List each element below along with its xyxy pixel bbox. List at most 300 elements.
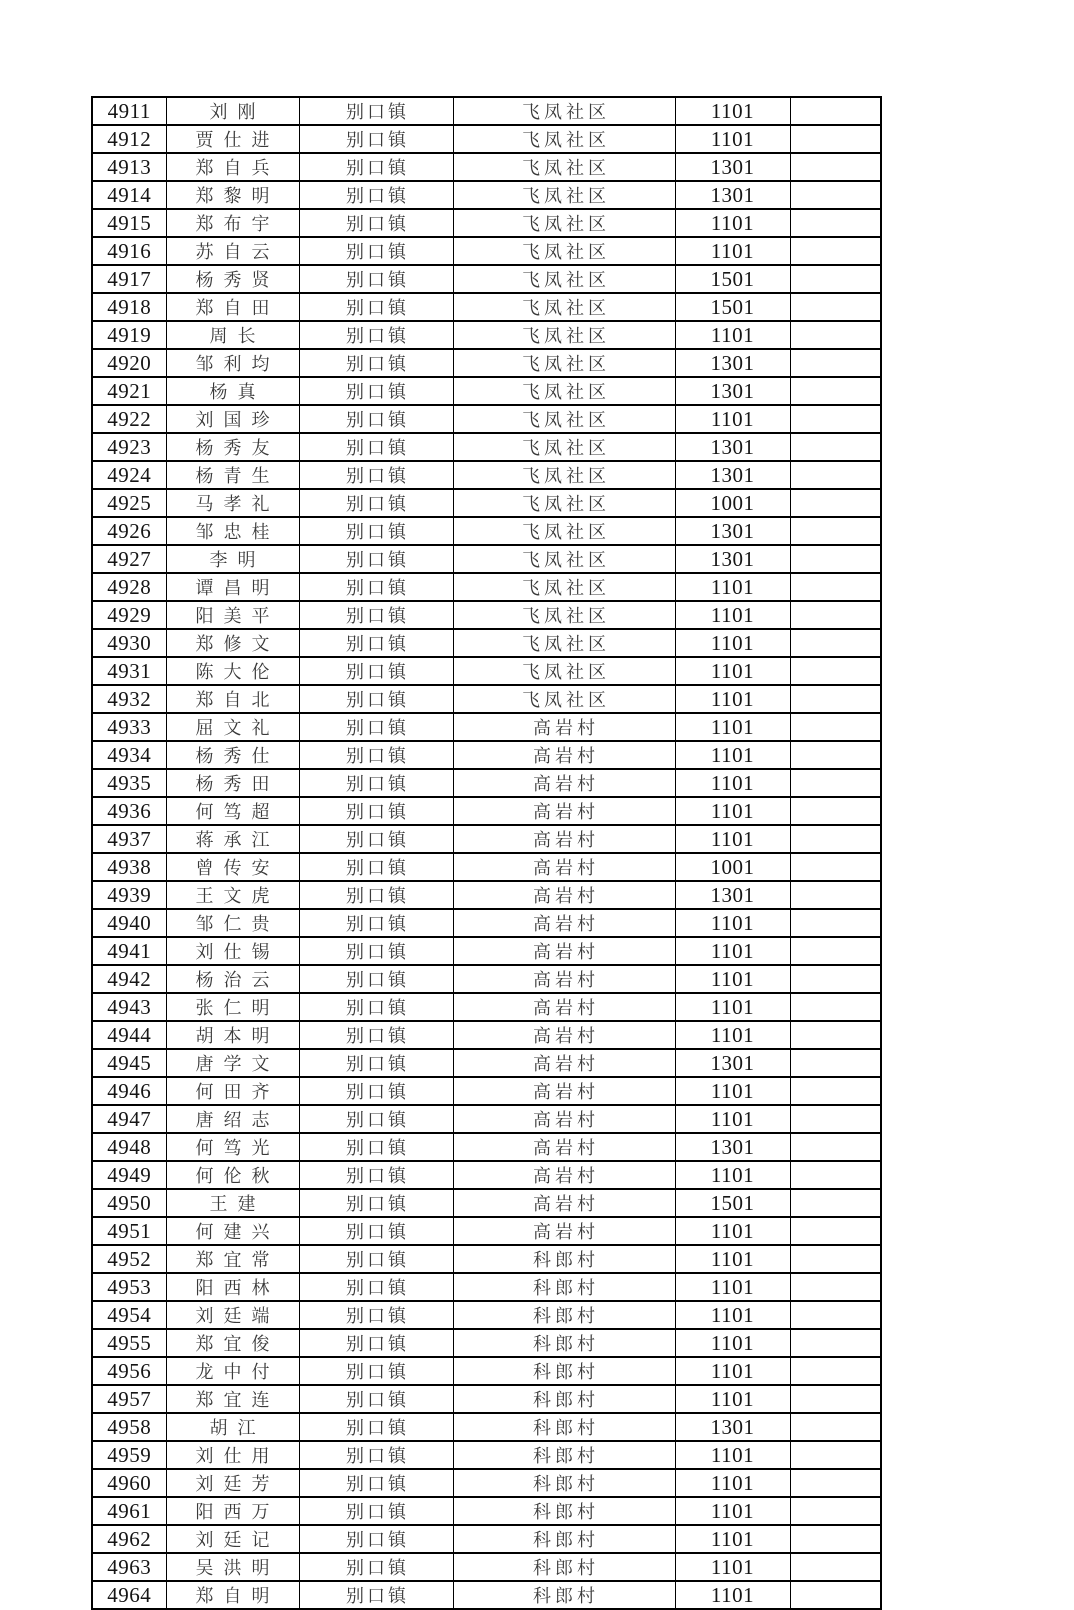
cell-town: 别口镇 [299,1385,453,1413]
cell-community: 飞凤社区 [453,433,675,461]
cell-name: 王文虎 [166,881,299,909]
cell-blank [790,965,881,993]
cell-name: 蒋承江 [166,825,299,853]
cell-town: 别口镇 [299,769,453,797]
cell-blank [790,993,881,1021]
cell-blank [790,1357,881,1385]
cell-name: 邹利均 [166,349,299,377]
cell-community: 飞凤社区 [453,545,675,573]
cell-code: 1301 [675,1133,790,1161]
cell-town: 别口镇 [299,237,453,265]
cell-community: 科郎村 [453,1581,675,1609]
cell-town: 别口镇 [299,1273,453,1301]
cell-code: 1101 [675,1161,790,1189]
cell-code: 1301 [675,433,790,461]
cell-name: 刘廷端 [166,1301,299,1329]
cell-name: 邹忠桂 [166,517,299,545]
table-row [92,741,881,769]
table-row [92,1497,881,1525]
cell-town: 别口镇 [299,1357,453,1385]
cell-id: 4931 [92,657,166,685]
cell-blank [790,825,881,853]
cell-code: 1101 [675,685,790,713]
cell-blank [790,853,881,881]
cell-town: 别口镇 [299,125,453,153]
cell-code: 1101 [675,1077,790,1105]
table-row [92,125,881,153]
cell-blank [790,1133,881,1161]
cell-code: 1101 [675,769,790,797]
cell-code: 1101 [675,1525,790,1553]
cell-code: 1101 [675,209,790,237]
cell-town: 别口镇 [299,909,453,937]
cell-town: 别口镇 [299,1105,453,1133]
cell-id: 4959 [92,1441,166,1469]
cell-community: 科郎村 [453,1273,675,1301]
cell-name: 阳美平 [166,601,299,629]
cell-community: 科郎村 [453,1497,675,1525]
cell-id: 4934 [92,741,166,769]
cell-town: 别口镇 [299,1133,453,1161]
cell-id: 4960 [92,1469,166,1497]
cell-code: 1101 [675,629,790,657]
cell-town: 别口镇 [299,153,453,181]
cell-id: 4923 [92,433,166,461]
cell-code: 1101 [675,1245,790,1273]
table-row [92,1581,881,1609]
cell-name: 郑宜俊 [166,1329,299,1357]
cell-name: 郑宜常 [166,1245,299,1273]
cell-town: 别口镇 [299,377,453,405]
cell-town: 别口镇 [299,1329,453,1357]
cell-blank [790,1525,881,1553]
cell-blank [790,769,881,797]
cell-id: 4914 [92,181,166,209]
cell-name: 龙中付 [166,1357,299,1385]
cell-code: 1101 [675,993,790,1021]
cell-code: 1101 [675,97,790,125]
table-row [92,965,881,993]
cell-blank [790,293,881,321]
cell-blank [790,657,881,685]
cell-id: 4956 [92,1357,166,1385]
cell-community: 飞凤社区 [453,153,675,181]
cell-town: 别口镇 [299,1581,453,1609]
cell-name: 杨秀贤 [166,265,299,293]
cell-code: 1101 [675,1581,790,1609]
table-row [92,377,881,405]
table-row [92,1329,881,1357]
cell-community: 高岩村 [453,1105,675,1133]
cell-name: 马孝礼 [166,489,299,517]
cell-blank [790,1105,881,1133]
cell-community: 飞凤社区 [453,321,675,349]
cell-town: 别口镇 [299,1077,453,1105]
table-row [92,461,881,489]
cell-id: 4953 [92,1273,166,1301]
cell-name: 何田齐 [166,1077,299,1105]
table-row [92,1525,881,1553]
cell-code: 1101 [675,937,790,965]
cell-town: 别口镇 [299,1049,453,1077]
cell-name: 郑布宇 [166,209,299,237]
table-row [92,517,881,545]
cell-code: 1101 [675,1385,790,1413]
cell-town: 别口镇 [299,545,453,573]
cell-code: 1101 [675,237,790,265]
cell-id: 4944 [92,1021,166,1049]
cell-community: 科郎村 [453,1441,675,1469]
cell-id: 4941 [92,937,166,965]
cell-code: 1101 [675,1553,790,1581]
cell-id: 4913 [92,153,166,181]
table-row [92,321,881,349]
cell-town: 别口镇 [299,741,453,769]
table-row [92,1553,881,1581]
cell-town: 别口镇 [299,1245,453,1273]
cell-name: 陈大伦 [166,657,299,685]
cell-town: 别口镇 [299,1441,453,1469]
cell-blank [790,881,881,909]
roster-table-body [92,97,881,1609]
cell-id: 4928 [92,573,166,601]
cell-town: 别口镇 [299,433,453,461]
cell-town: 别口镇 [299,881,453,909]
cell-id: 4912 [92,125,166,153]
cell-blank [790,377,881,405]
cell-community: 飞凤社区 [453,349,675,377]
cell-community: 高岩村 [453,965,675,993]
table-row [92,993,881,1021]
cell-code: 1301 [675,461,790,489]
table-row [92,573,881,601]
cell-id: 4964 [92,1581,166,1609]
cell-code: 1101 [675,1105,790,1133]
cell-blank [790,153,881,181]
cell-community: 科郎村 [453,1301,675,1329]
cell-community: 飞凤社区 [453,265,675,293]
cell-id: 4927 [92,545,166,573]
cell-id: 4946 [92,1077,166,1105]
cell-blank [790,321,881,349]
cell-town: 别口镇 [299,629,453,657]
cell-id: 4933 [92,713,166,741]
cell-code: 1101 [675,825,790,853]
cell-code: 1101 [675,601,790,629]
cell-blank [790,1441,881,1469]
cell-name: 苏自云 [166,237,299,265]
cell-blank [790,797,881,825]
cell-town: 别口镇 [299,1217,453,1245]
cell-town: 别口镇 [299,461,453,489]
cell-id: 4936 [92,797,166,825]
cell-town: 别口镇 [299,97,453,125]
cell-blank [790,1049,881,1077]
cell-name: 郑自田 [166,293,299,321]
cell-name: 杨真 [166,377,299,405]
cell-blank [790,405,881,433]
table-row [92,685,881,713]
cell-blank [790,1189,881,1217]
cell-community: 飞凤社区 [453,405,675,433]
cell-town: 别口镇 [299,1161,453,1189]
cell-code: 1101 [675,1469,790,1497]
cell-code: 1101 [675,1497,790,1525]
table-row [92,1217,881,1245]
table-row [92,909,881,937]
cell-community: 高岩村 [453,1021,675,1049]
cell-community: 科郎村 [453,1245,675,1273]
table-row [92,97,881,125]
cell-id: 4938 [92,853,166,881]
cell-name: 吴洪明 [166,1553,299,1581]
cell-id: 4947 [92,1105,166,1133]
cell-name: 刘仕锡 [166,937,299,965]
cell-id: 4940 [92,909,166,937]
cell-town: 别口镇 [299,181,453,209]
cell-name: 刘仕用 [166,1441,299,1469]
cell-community: 高岩村 [453,881,675,909]
cell-community: 飞凤社区 [453,237,675,265]
cell-town: 别口镇 [299,265,453,293]
cell-town: 别口镇 [299,825,453,853]
cell-blank [790,1301,881,1329]
cell-community: 高岩村 [453,825,675,853]
cell-name: 曾传安 [166,853,299,881]
cell-code: 1101 [675,965,790,993]
cell-id: 4948 [92,1133,166,1161]
cell-community: 科郎村 [453,1553,675,1581]
cell-community: 高岩村 [453,1217,675,1245]
cell-community: 飞凤社区 [453,657,675,685]
cell-blank [790,1497,881,1525]
cell-blank [790,1413,881,1441]
cell-community: 高岩村 [453,1189,675,1217]
cell-id: 4958 [92,1413,166,1441]
cell-town: 别口镇 [299,321,453,349]
cell-blank [790,713,881,741]
cell-name: 贾仕进 [166,125,299,153]
cell-id: 4952 [92,1245,166,1273]
cell-id: 4945 [92,1049,166,1077]
cell-blank [790,209,881,237]
table-row [92,601,881,629]
table-row [92,1413,881,1441]
table-row [92,1441,881,1469]
cell-community: 科郎村 [453,1385,675,1413]
cell-town: 别口镇 [299,293,453,321]
cell-id: 4930 [92,629,166,657]
cell-code: 1101 [675,797,790,825]
cell-town: 别口镇 [299,993,453,1021]
cell-blank [790,685,881,713]
cell-id: 4951 [92,1217,166,1245]
cell-community: 高岩村 [453,993,675,1021]
table-row [92,881,881,909]
table-row [92,1021,881,1049]
cell-code: 1101 [675,125,790,153]
cell-id: 4915 [92,209,166,237]
cell-blank [790,1273,881,1301]
cell-blank [790,1217,881,1245]
cell-community: 科郎村 [453,1413,675,1441]
cell-blank [790,237,881,265]
cell-code: 1101 [675,573,790,601]
cell-community: 飞凤社区 [453,489,675,517]
table-row [92,937,881,965]
cell-name: 杨治云 [166,965,299,993]
table-row [92,853,881,881]
table-row [92,629,881,657]
cell-community: 高岩村 [453,1133,675,1161]
table-row [92,825,881,853]
cell-name: 刘廷记 [166,1525,299,1553]
cell-name: 何伦秋 [166,1161,299,1189]
cell-town: 别口镇 [299,937,453,965]
cell-community: 飞凤社区 [453,601,675,629]
cell-town: 别口镇 [299,405,453,433]
table-row [92,1105,881,1133]
cell-blank [790,1469,881,1497]
cell-community: 科郎村 [453,1357,675,1385]
table-row [92,1301,881,1329]
cell-community: 飞凤社区 [453,209,675,237]
cell-community: 高岩村 [453,937,675,965]
cell-id: 4917 [92,265,166,293]
cell-id: 4957 [92,1385,166,1413]
cell-code: 1301 [675,377,790,405]
cell-code: 1301 [675,545,790,573]
cell-id: 4919 [92,321,166,349]
table-row [92,265,881,293]
cell-id: 4939 [92,881,166,909]
cell-blank [790,1021,881,1049]
cell-blank [790,741,881,769]
cell-name: 郑修文 [166,629,299,657]
table-row [92,1385,881,1413]
cell-code: 1101 [675,321,790,349]
cell-code: 1101 [675,405,790,433]
cell-blank [790,461,881,489]
cell-code: 1001 [675,853,790,881]
cell-name: 屈文礼 [166,713,299,741]
cell-code: 1101 [675,1217,790,1245]
cell-town: 别口镇 [299,853,453,881]
cell-community: 高岩村 [453,909,675,937]
cell-name: 王建 [166,1189,299,1217]
cell-town: 别口镇 [299,209,453,237]
cell-town: 别口镇 [299,965,453,993]
cell-name: 阳西万 [166,1497,299,1525]
table-row [92,433,881,461]
cell-blank [790,181,881,209]
cell-id: 4949 [92,1161,166,1189]
cell-code: 1101 [675,741,790,769]
cell-blank [790,1385,881,1413]
cell-blank [790,517,881,545]
cell-id: 4920 [92,349,166,377]
cell-id: 4918 [92,293,166,321]
cell-code: 1501 [675,265,790,293]
cell-id: 4950 [92,1189,166,1217]
cell-name: 张仁明 [166,993,299,1021]
table-row [92,1469,881,1497]
cell-town: 别口镇 [299,1021,453,1049]
cell-community: 飞凤社区 [453,181,675,209]
cell-blank [790,265,881,293]
cell-blank [790,1553,881,1581]
cell-town: 别口镇 [299,685,453,713]
cell-community: 飞凤社区 [453,629,675,657]
cell-id: 4926 [92,517,166,545]
table-row [92,769,881,797]
table-row [92,237,881,265]
cell-name: 郑黎明 [166,181,299,209]
cell-blank [790,97,881,125]
cell-name: 唐绍志 [166,1105,299,1133]
cell-code: 1301 [675,181,790,209]
cell-blank [790,1077,881,1105]
table-row [92,797,881,825]
cell-community: 高岩村 [453,741,675,769]
cell-id: 4937 [92,825,166,853]
cell-name: 杨秀友 [166,433,299,461]
cell-town: 别口镇 [299,573,453,601]
cell-name: 阳西林 [166,1273,299,1301]
cell-community: 飞凤社区 [453,685,675,713]
cell-town: 别口镇 [299,349,453,377]
table-row [92,349,881,377]
cell-community: 飞凤社区 [453,377,675,405]
cell-code: 1301 [675,881,790,909]
cell-id: 4935 [92,769,166,797]
cell-blank [790,1581,881,1609]
table-row [92,1049,881,1077]
cell-name: 郑自兵 [166,153,299,181]
cell-community: 飞凤社区 [453,517,675,545]
cell-code: 1301 [675,1413,790,1441]
cell-community: 高岩村 [453,1049,675,1077]
cell-name: 郑自明 [166,1581,299,1609]
table-row [92,489,881,517]
cell-id: 4929 [92,601,166,629]
table-row [92,1133,881,1161]
cell-town: 别口镇 [299,601,453,629]
cell-code: 1101 [675,1021,790,1049]
cell-id: 4916 [92,237,166,265]
cell-id: 4925 [92,489,166,517]
cell-name: 何笃光 [166,1133,299,1161]
cell-community: 飞凤社区 [453,97,675,125]
cell-code: 1301 [675,349,790,377]
cell-blank [790,125,881,153]
cell-code: 1101 [675,1301,790,1329]
cell-id: 4932 [92,685,166,713]
cell-id: 4921 [92,377,166,405]
cell-community: 高岩村 [453,853,675,881]
table-row [92,293,881,321]
cell-community: 科郎村 [453,1329,675,1357]
cell-blank [790,433,881,461]
cell-blank [790,629,881,657]
cell-name: 何笃超 [166,797,299,825]
cell-town: 别口镇 [299,1301,453,1329]
cell-community: 高岩村 [453,797,675,825]
cell-community: 科郎村 [453,1469,675,1497]
cell-id: 4924 [92,461,166,489]
cell-community: 高岩村 [453,769,675,797]
cell-code: 1101 [675,1273,790,1301]
